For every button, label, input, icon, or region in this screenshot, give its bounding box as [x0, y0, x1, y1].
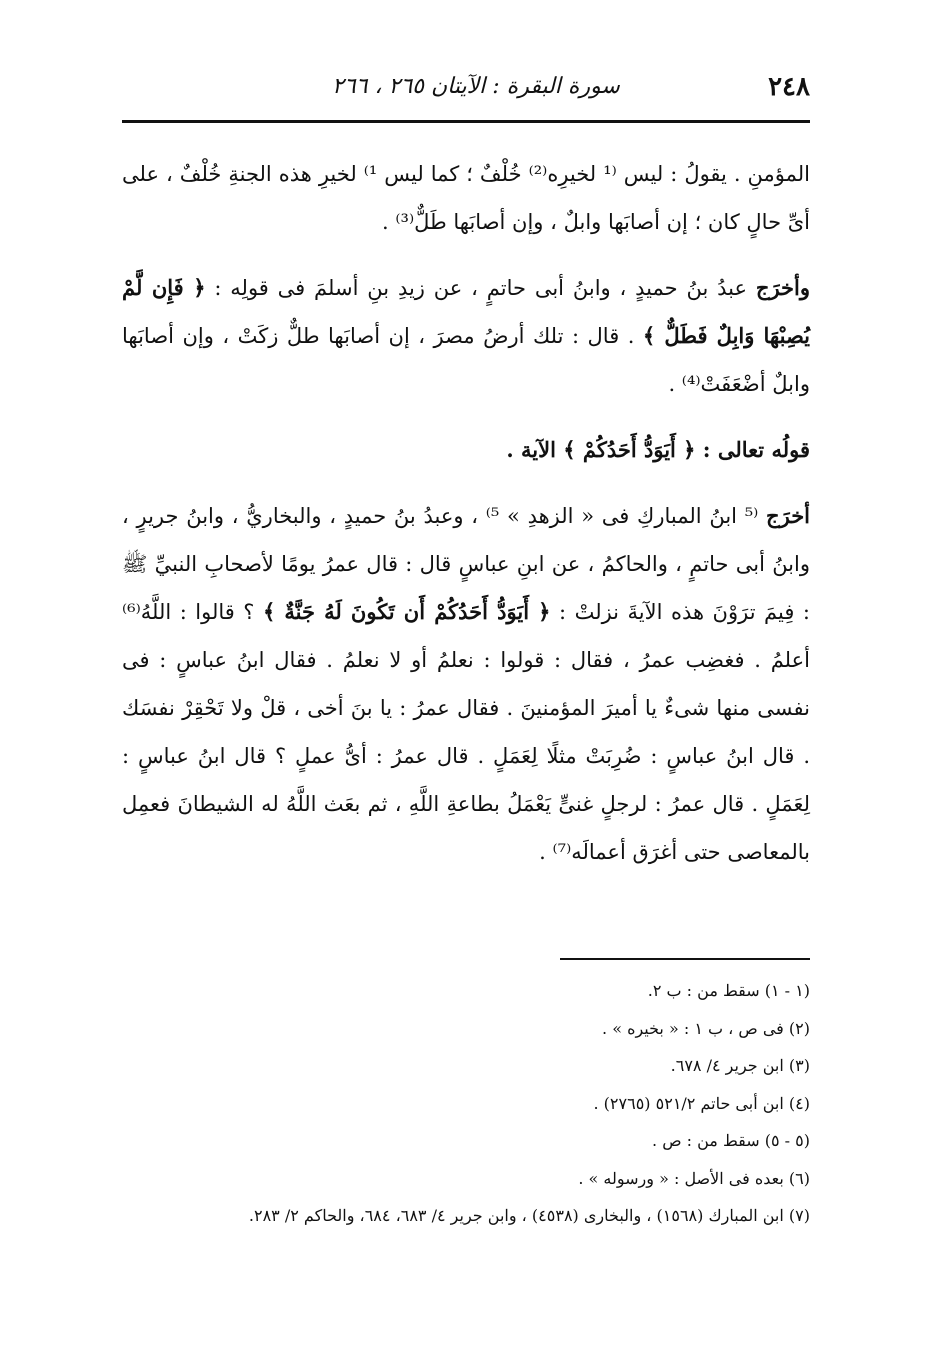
footnote-divider: [560, 958, 810, 960]
paragraph-2-text-a: عبدُ بنُ حميدٍ ، وابنُ أبى حاتمٍ ، عن زيدِ بنِ أسلمَ فى قولِه :: [205, 276, 756, 300]
quran-quote-1: ﴿ فَإِن لَّمْ يُصِبْهَا وَابِلٌ فَطَلٌّ ﴾: [122, 275, 810, 348]
paragraph-3-lead: أخرَج: [766, 503, 811, 528]
paragraph-2: [122, 264, 810, 408]
footnote-7: (٧) ابن المبارك (١٥٦٨) ، والبخارى (٤٥٣٨) ، وابن جرير ٤/ ٦٨٣، ٦٨٤، والحاكم ٢/ ٢٨٣.: [248, 1206, 810, 1225]
footnote-2: (٢) فى ص ، ب ١ : « بخيره » .: [602, 1018, 810, 1038]
footnotes: [122, 972, 810, 1235]
paragraph-3: [122, 492, 810, 876]
heading-tail: الآية .: [506, 437, 564, 462]
footnote-3: (٣) ابن جرير ٤/ ٦٧٨.: [670, 1056, 810, 1075]
paragraph-2-lead: وأخرَج: [755, 275, 810, 300]
paragraph-2-text-b: . قال : تلك أرضُ مصرَ ، إن أصابَها طلٌّ زكَتْ ، وإن أصابَها وابلٌ أضْعَفَتْ⁽⁴⁾ .: [122, 324, 810, 396]
running-title: سورة البقرة : الآيتان ٢٦٥ ، ٢٦٦: [332, 74, 620, 99]
paragraph-1: المؤمنِ . يقولُ : ليس ⁽¹ لخيرِه⁽²⁾ خُلْفٌ ؛ كما ليس ¹⁾ لخيرِ هذه الجنةِ خُلْفٌ ، على أىِّ حالٍ كان ؛ إن أصابَها وابلٌ ، وإن أصابَها طَلٌّ⁽³⁾ .: [122, 162, 810, 234]
running-header: [122, 64, 810, 114]
quran-quote-2: ﴿ أَيَوَدُّ أَحَدُكُمْ أَن تَكُونَ لَهُ جَنَّةٌ ﴾: [262, 599, 551, 624]
heading-quran: ﴿ أَيَوَدُّ أَحَدُكُمْ ﴾: [563, 437, 696, 462]
footnote-4: (٤) ابن أبى حاتم ٥٢١/٢ (٢٧٦٥) .: [593, 1093, 810, 1113]
paragraph-3-text-b: ؟ قالوا : اللَّهُ⁽⁶⁾ أعلمُ . فغضِب عمرُ ، فقال : قولوا : نعلمُ أو لا نعلمُ . فقال ابنُ عباسٍ : فى نفسى منها شىءٌ يا أميرَ المؤمنينَ . فقال عمرُ : يا بنَ أخى ، قلْ ولا تَحْقِرْ نفسَك . قال ابنُ عباسٍ : ضُرِبَتْ مثلًا لِعَمَلٍ . قال عمرُ : أىُّ عملٍ ؟ قال ابنُ عباسٍ : لِعَمَلٍ . قال عمرُ : لرجلٍ غنىٍّ يَعْمَلُ بطاعةِ اللَّهِ ، ثم بعَث اللَّهُ له الشيطانَ فعمِل بالمعاصى حتى أغرَق أعمالَه⁽⁷⁾ .: [122, 600, 810, 864]
paragraph-3-text-a: ⁽⁵ ابنُ المباركِ فى « الزهدِ » ⁵⁾ ، وعبدُ بنُ حميدٍ ، والبخاريُّ ، وابنُ جريرٍ ، وابنُ أبى حاتمٍ ، والحاكمُ ، عن ابنِ عباسٍ قال : قال عمرُ يومًا لأصحابِ النبيِّ ﷺ : فِيمَ ترَوْنَ هذه الآيةَ نزلتْ :: [122, 504, 810, 624]
header-divider: [122, 120, 810, 123]
main-text: [122, 150, 810, 894]
heading-lead: قولُه تعالى :: [695, 437, 810, 462]
page-number: ٢٤٨: [768, 72, 810, 102]
section-heading: [122, 426, 810, 474]
footnote-5: (٥ - ٥) سقط من : ص .: [652, 1131, 810, 1150]
footnote-1: (١ - ١) سقط من : ب ٢.: [647, 981, 810, 1000]
footnote-6: (٦) بعده فى الأصل : « ورسوله » .: [578, 1168, 810, 1188]
